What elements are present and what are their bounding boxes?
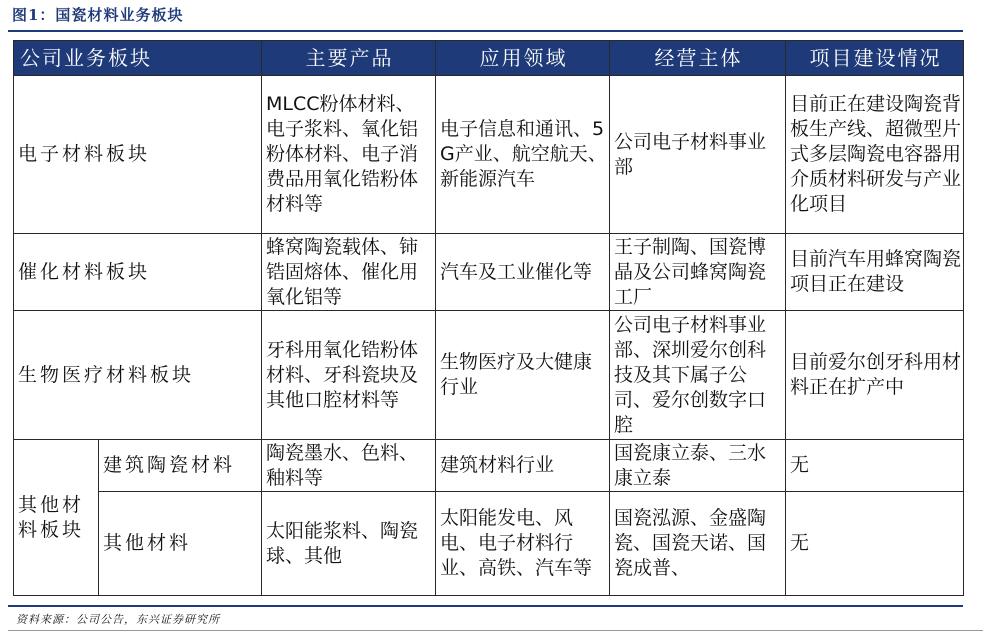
- operator-cell: 公司电子材料事业部: [610, 76, 786, 234]
- header-sector: 公司业务板块: [14, 41, 262, 76]
- sector-cell-other: 其他材料板块: [14, 440, 99, 596]
- table-row: [14, 440, 964, 492]
- business-segments-table: [13, 40, 964, 596]
- status-cell: 无: [786, 440, 964, 492]
- products-cell: MLCC粉体材料、电子浆料、氧化铝粉体材料、电子消费品用氧化锆粉体材料等: [262, 76, 436, 234]
- header-applications: 应用领域: [436, 41, 610, 76]
- sector-cell: 生物医疗材料板块: [14, 311, 262, 440]
- status-cell: 目前爱尔创牙科用材料正在扩产中: [786, 311, 964, 440]
- table-row: [14, 492, 964, 596]
- operator-cell: 国瓷康立泰、三水康立泰: [610, 440, 786, 492]
- figure-title: 图1：国瓷材料业务板块: [12, 6, 184, 24]
- applications-cell: 汽车及工业催化等: [436, 234, 610, 311]
- operator-cell: 王子制陶、国瓷博晶及公司蜂窝陶瓷工厂: [610, 234, 786, 311]
- products-cell: 牙科用氧化锆粉体材料、牙科瓷块及其他口腔材料等: [262, 311, 436, 440]
- applications-cell: 生物医疗及大健康行业: [436, 311, 610, 440]
- applications-cell: 电子信息和通讯、5G产业、航空航天、新能源汽车: [436, 76, 610, 234]
- table-row: [14, 76, 964, 234]
- applications-cell: 太阳能发电、风电、电子材料行业、高铁、汽车等: [436, 492, 610, 596]
- status-cell: 无: [786, 492, 964, 596]
- bottom-divider: [8, 605, 963, 607]
- sector-cell: 电子材料板块: [14, 76, 262, 234]
- footer-divider: [8, 630, 983, 631]
- sub-sector-cell: 其他材料: [99, 492, 262, 596]
- operator-cell: 国瓷泓源、金盛陶瓷、国瓷天诺、国瓷成普、: [610, 492, 786, 596]
- sub-sector-cell: 建筑陶瓷材料: [99, 440, 262, 492]
- header-operator: 经营主体: [610, 41, 786, 76]
- products-cell: 蜂窝陶瓷载体、铈锆固熔体、催化用氧化铝等: [262, 234, 436, 311]
- products-cell: 陶瓷墨水、色料、釉料等: [262, 440, 436, 492]
- products-cell: 太阳能浆料、陶瓷球、其他: [262, 492, 436, 596]
- table-row: [14, 311, 964, 440]
- header-status: 项目建设情况: [786, 41, 964, 76]
- status-cell: 目前汽车用蜂窝陶瓷项目正在建设: [786, 234, 964, 311]
- applications-cell: 建筑材料行业: [436, 440, 610, 492]
- source-note: 资料来源：公司公告，东兴证券研究所: [16, 613, 220, 626]
- status-cell: 目前正在建设陶瓷背板生产线、超微型片式多层陶瓷电容器用介质材料研发与产业化项目: [786, 76, 964, 234]
- header-products: 主要产品: [262, 41, 436, 76]
- table-header-row: [14, 41, 964, 76]
- top-divider: [8, 30, 963, 32]
- sector-cell: 催化材料板块: [14, 234, 262, 311]
- table-row: [14, 234, 964, 311]
- operator-cell: 公司电子材料事业部、深圳爱尔创科技及其下属子公司、爱尔创数字口腔: [610, 311, 786, 440]
